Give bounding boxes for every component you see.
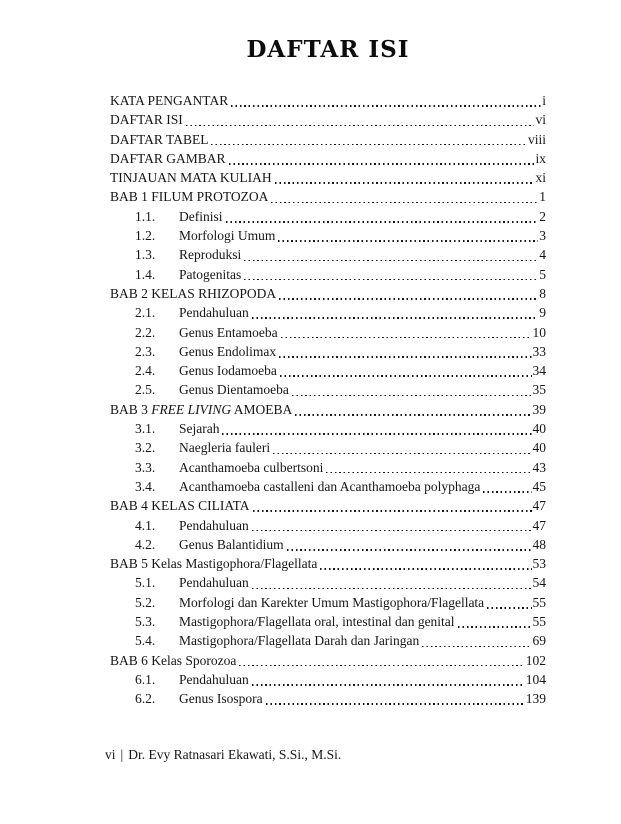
toc-entry-label: Acanthamoeba culbertsoni	[179, 459, 324, 475]
toc-entry	[110, 149, 546, 168]
toc-entry-number: 6.1.	[135, 671, 156, 687]
dot-leader	[252, 684, 525, 686]
toc-entry	[110, 670, 546, 689]
toc-entry-page: xi	[535, 170, 546, 186]
toc-entry-label: Genus Endolimax	[179, 343, 277, 359]
dot-leader	[253, 510, 532, 512]
toc-entry-label: BAB 3 FREE LIVING AMOEBA	[110, 401, 293, 417]
toc-entry-page: 39	[532, 401, 546, 417]
toc-entry-page: 40	[532, 440, 546, 456]
footer-author: Dr. Evy Ratnasari Ekawati, S.Si., M.Si.	[128, 747, 342, 762]
toc-entry-number: 1.3.	[135, 247, 156, 263]
toc-entry	[110, 419, 546, 438]
toc-entry-label: BAB 6 Kelas Sporozoa	[110, 652, 237, 668]
toc-entry-page: 4	[539, 247, 546, 263]
toc-entry-page: 9	[539, 305, 546, 321]
footer-separator: |	[120, 747, 124, 762]
toc-entry-label: Naegleria fauleri	[179, 440, 271, 456]
dot-leader	[326, 472, 531, 474]
toc-entry-number: 1.2.	[135, 228, 156, 244]
dot-leader	[231, 105, 541, 107]
toc-entry-label: Morfologi dan Karekter Umum Mastigophora/Flagellata	[179, 594, 485, 610]
toc-entry-label: BAB 5 Kelas Mastigophora/Flagellata	[110, 556, 318, 572]
toc-entry-label: Acanthamoeba castalleni dan Acanthamoeba polyphaga	[179, 478, 481, 494]
dot-leader	[458, 626, 532, 628]
page-footer	[105, 747, 341, 763]
dot-leader	[239, 665, 524, 667]
dot-leader	[287, 549, 532, 551]
toc-entry	[110, 226, 546, 245]
toc-entry	[110, 400, 546, 419]
dot-leader	[273, 453, 531, 455]
toc-entry	[110, 612, 546, 631]
toc-entry	[110, 361, 546, 380]
toc-entry	[110, 265, 546, 284]
toc-entry-label: Sejarah	[179, 421, 220, 437]
toc-entry-label: DAFTAR ISI	[110, 112, 183, 128]
toc-entry-label: BAB 2 KELAS RHIZOPODA	[110, 285, 277, 301]
toc-entry-label: BAB 1 FILUM PROTOZOA	[110, 189, 269, 205]
toc-list	[110, 91, 546, 709]
toc-entry-label: Mastigophora/Flagellata oral, intestinal dan genital	[179, 614, 455, 630]
toc-entry-label: Pendahuluan	[179, 671, 249, 687]
page-title: DAFTAR ISI	[246, 36, 410, 63]
toc-entry-page: 45	[532, 478, 546, 494]
dot-leader	[244, 279, 538, 281]
toc-entry-page: 139	[525, 691, 546, 707]
toc-entry-page: 35	[532, 382, 546, 398]
toc-entry-page: 2	[539, 208, 546, 224]
toc-entry-label: Genus Balantidium	[179, 536, 284, 552]
toc-entry-number: 2.3.	[135, 343, 156, 359]
toc-entry-page: 40	[532, 421, 546, 437]
toc-entry-page: 69	[532, 633, 546, 649]
toc-entry-number: 4.2.	[135, 536, 156, 552]
toc-entry-page: 1	[539, 189, 546, 205]
toc-entry-page: 34	[532, 363, 546, 379]
toc-entry-page: 5	[539, 266, 546, 282]
toc-entry	[110, 516, 546, 535]
toc-entry-label: Definisi	[179, 208, 223, 224]
dot-leader	[320, 568, 531, 570]
toc-entry	[110, 631, 546, 650]
toc-entry	[110, 323, 546, 342]
dot-leader	[252, 588, 532, 590]
toc-entry	[110, 554, 546, 573]
toc-entry-label: DAFTAR GAMBAR	[110, 150, 226, 166]
dot-leader	[280, 375, 532, 377]
toc-entry-label: Morfologi Umum	[179, 228, 276, 244]
toc-entry	[110, 342, 546, 361]
toc-entry-label: BAB 4 KELAS CILIATA	[110, 498, 250, 514]
toc-entry	[110, 207, 546, 226]
dot-leader	[252, 317, 539, 319]
dot-leader	[292, 395, 532, 397]
toc-entry-label: Reproduksi	[179, 247, 242, 263]
toc-entry	[110, 130, 546, 149]
toc-entry-label: Patogenitas	[179, 266, 242, 282]
toc-entry-number: 4.1.	[135, 517, 156, 533]
toc-entry	[110, 593, 546, 612]
toc-entry	[110, 303, 546, 322]
dot-leader	[483, 491, 531, 493]
dot-leader	[487, 607, 531, 609]
dot-leader	[271, 202, 538, 204]
page-body	[110, 0, 546, 824]
toc-entry	[110, 496, 546, 515]
toc-entry-page: 47	[532, 498, 546, 514]
dot-leader	[252, 530, 532, 532]
dot-leader	[229, 163, 535, 165]
toc-entry-number: 5.2.	[135, 594, 156, 610]
toc-entry	[110, 380, 546, 399]
toc-entry-page: 53	[532, 556, 546, 572]
toc-entry-number: 1.4.	[135, 266, 156, 282]
toc-entry-page: 47	[532, 517, 546, 533]
footer-page-number: vi	[105, 747, 116, 762]
toc-entry-number: 2.5.	[135, 382, 156, 398]
toc-entry-label: Genus Isospora	[179, 691, 263, 707]
toc-entry-page: 3	[539, 228, 546, 244]
toc-entry-number: 5.3.	[135, 614, 156, 630]
toc-entry-page: 48	[532, 536, 546, 552]
toc-entry-number: 2.4.	[135, 363, 156, 379]
toc-entry	[110, 438, 546, 457]
toc-entry-page: viii	[527, 131, 546, 147]
toc-entry-label: Genus Dientamoeba	[179, 382, 289, 398]
toc-entry	[110, 284, 546, 303]
toc-entry	[110, 168, 546, 187]
toc-entry-page: vi	[535, 112, 546, 128]
toc-entry-page: ix	[535, 150, 546, 166]
toc-entry-number: 2.2.	[135, 324, 156, 340]
toc-entry-number: 5.1.	[135, 575, 156, 591]
toc-entry-number: 3.3.	[135, 459, 156, 475]
toc-entry	[110, 187, 546, 206]
dot-leader	[279, 356, 531, 358]
toc-entry-page: 104	[525, 671, 546, 687]
toc-entry-page: 55	[532, 614, 546, 630]
toc-entry-page: 54	[532, 575, 546, 591]
toc-entry-page: 10	[532, 324, 546, 340]
dot-leader	[226, 221, 539, 223]
toc-entry-page: 33	[532, 343, 546, 359]
toc-entry-number: 3.1.	[135, 421, 156, 437]
dot-leader	[211, 144, 527, 146]
dot-leader	[295, 414, 531, 416]
toc-entry-number: 6.2.	[135, 691, 156, 707]
dot-leader	[278, 240, 538, 242]
toc-entry-number: 5.4.	[135, 633, 156, 649]
dot-leader	[222, 433, 531, 435]
toc-entry-page: 55	[532, 594, 546, 610]
dot-leader	[244, 260, 538, 262]
dot-leader	[281, 337, 532, 339]
toc-entry-label: TINJAUAN MATA KULIAH	[110, 170, 272, 186]
dot-leader	[186, 125, 535, 127]
toc-entry	[110, 651, 546, 670]
dot-leader	[266, 703, 525, 705]
toc-entry	[110, 689, 546, 708]
toc-entry-label: Genus Entamoeba	[179, 324, 278, 340]
toc-entry-label: Pendahuluan	[179, 305, 249, 321]
toc-entry	[110, 110, 546, 129]
dot-leader	[422, 646, 531, 648]
toc-entry	[110, 245, 546, 264]
toc-entry	[110, 458, 546, 477]
dot-leader	[275, 182, 535, 184]
toc-entry-number: 2.1.	[135, 305, 156, 321]
toc-entry	[110, 477, 546, 496]
toc-entry-label: Mastigophora/Flagellata Darah dan Jaringan	[179, 633, 420, 649]
toc-entry-label: Genus Iodamoeba	[179, 363, 277, 379]
toc-entry-label: KATA PENGANTAR	[110, 93, 229, 108]
toc-entry-page: 102	[525, 652, 546, 668]
toc-entry	[110, 573, 546, 592]
toc-entry-number: 3.2.	[135, 440, 156, 456]
toc-entry-number: 3.4.	[135, 478, 156, 494]
dot-leader	[279, 298, 538, 300]
toc-entry-page: i	[542, 93, 546, 108]
toc-entry-label: DAFTAR TABEL	[110, 131, 209, 147]
toc-entry-page: 43	[532, 459, 546, 475]
toc-entry-label: Pendahuluan	[179, 575, 249, 591]
toc-entry-page: 8	[539, 285, 546, 301]
toc-entry	[110, 535, 546, 554]
toc-entry-label: Pendahuluan	[179, 517, 249, 533]
toc-entry	[110, 91, 546, 110]
toc-entry-number: 1.1.	[135, 208, 156, 224]
